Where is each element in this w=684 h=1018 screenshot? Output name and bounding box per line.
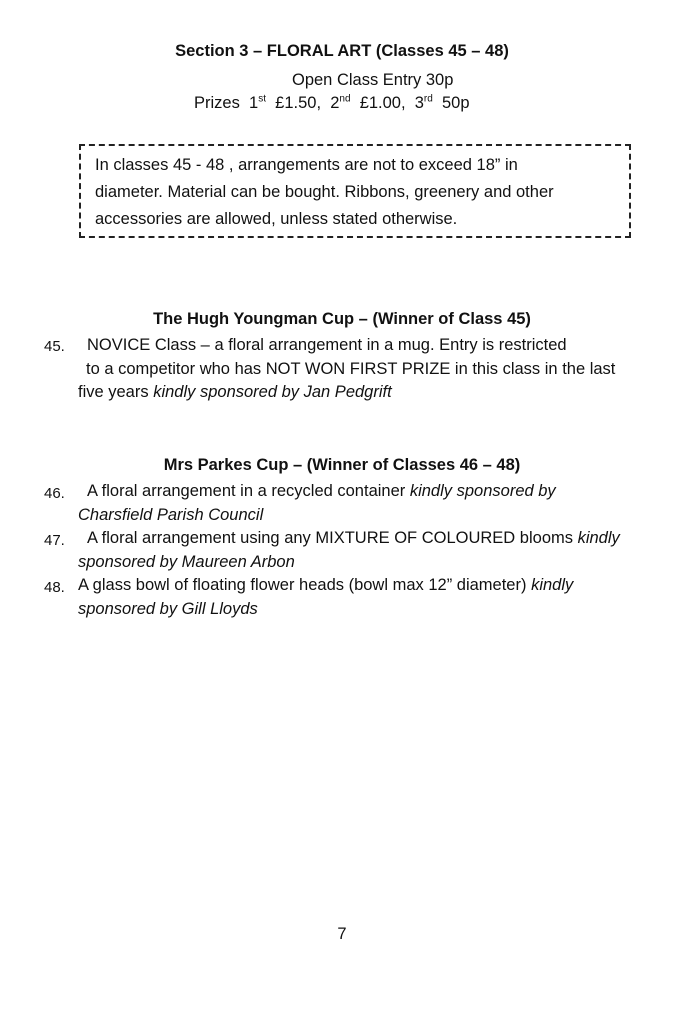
notice-line: In classes 45 - 48 , arrangements are not to exceed 18” in <box>95 156 518 174</box>
class-sponsor: kindly <box>577 529 620 547</box>
class-sponsor: kindly sponsored by Jan Pedgrift <box>153 383 392 401</box>
prizes-label: Prizes <box>194 94 240 112</box>
class-description <box>78 576 573 595</box>
class-description-text: five years <box>78 383 154 401</box>
first-prize-rank: 1 <box>249 94 259 112</box>
third-prize-rank: 3 <box>414 94 424 112</box>
first-prize-amount: £1.50, <box>275 94 322 112</box>
third-prize-suffix: rd <box>423 93 433 105</box>
class-number: 48. <box>44 579 65 596</box>
rules-notice-box <box>79 144 631 238</box>
notice-line: diameter. Material can be bought. Ribbons, greenery and other <box>95 183 554 201</box>
second-prize-suffix: nd <box>339 93 351 105</box>
class-description <box>78 383 392 402</box>
second-prize-amount: £1.00, <box>359 94 406 112</box>
third-prize-amount: 50p <box>442 94 470 112</box>
class-sponsor: kindly sponsored by <box>409 482 556 500</box>
page-number: 7 <box>337 925 347 943</box>
class-number: 47. <box>44 532 65 549</box>
class-sponsor: Charsfield Parish Council <box>78 506 264 524</box>
cup-title: The Hugh Youngman Cup – (Winner of Class 45) <box>153 310 531 328</box>
class-sponsor: sponsored by Gill Lloyds <box>78 600 258 618</box>
class-description-text: A floral arrangement in a recycled container <box>87 482 410 500</box>
cup-title: Mrs Parkes Cup – (Winner of Classes 46 – 48) <box>163 456 521 474</box>
class-number: 46. <box>44 485 65 502</box>
notice-line: accessories are allowed, unless stated otherwise. <box>95 210 458 228</box>
section-title: Section 3 – FLORAL ART (Classes 45 – 48) <box>175 42 509 60</box>
class-description-text: A glass bowl of floating flower heads (bowl max 12” diameter) <box>78 576 532 594</box>
class-description: to a competitor who has NOT WON FIRST PRIZE in this class in the last <box>86 360 616 378</box>
prizes-line <box>194 94 470 113</box>
class-description: NOVICE Class – a floral arrangement in a mug. Entry is restricted <box>87 336 567 354</box>
class-number: 45. <box>44 338 65 355</box>
class-description <box>87 529 620 548</box>
class-sponsor: kindly <box>531 576 574 594</box>
class-description-text: A floral arrangement using any MIXTURE OF COLOURED blooms <box>87 529 578 547</box>
entry-info: Open Class Entry 30p <box>292 71 454 89</box>
class-sponsor: sponsored by Maureen Arbon <box>78 553 295 571</box>
second-prize-rank: 2 <box>330 94 340 112</box>
first-prize-suffix: st <box>258 93 266 105</box>
class-description <box>87 482 556 501</box>
